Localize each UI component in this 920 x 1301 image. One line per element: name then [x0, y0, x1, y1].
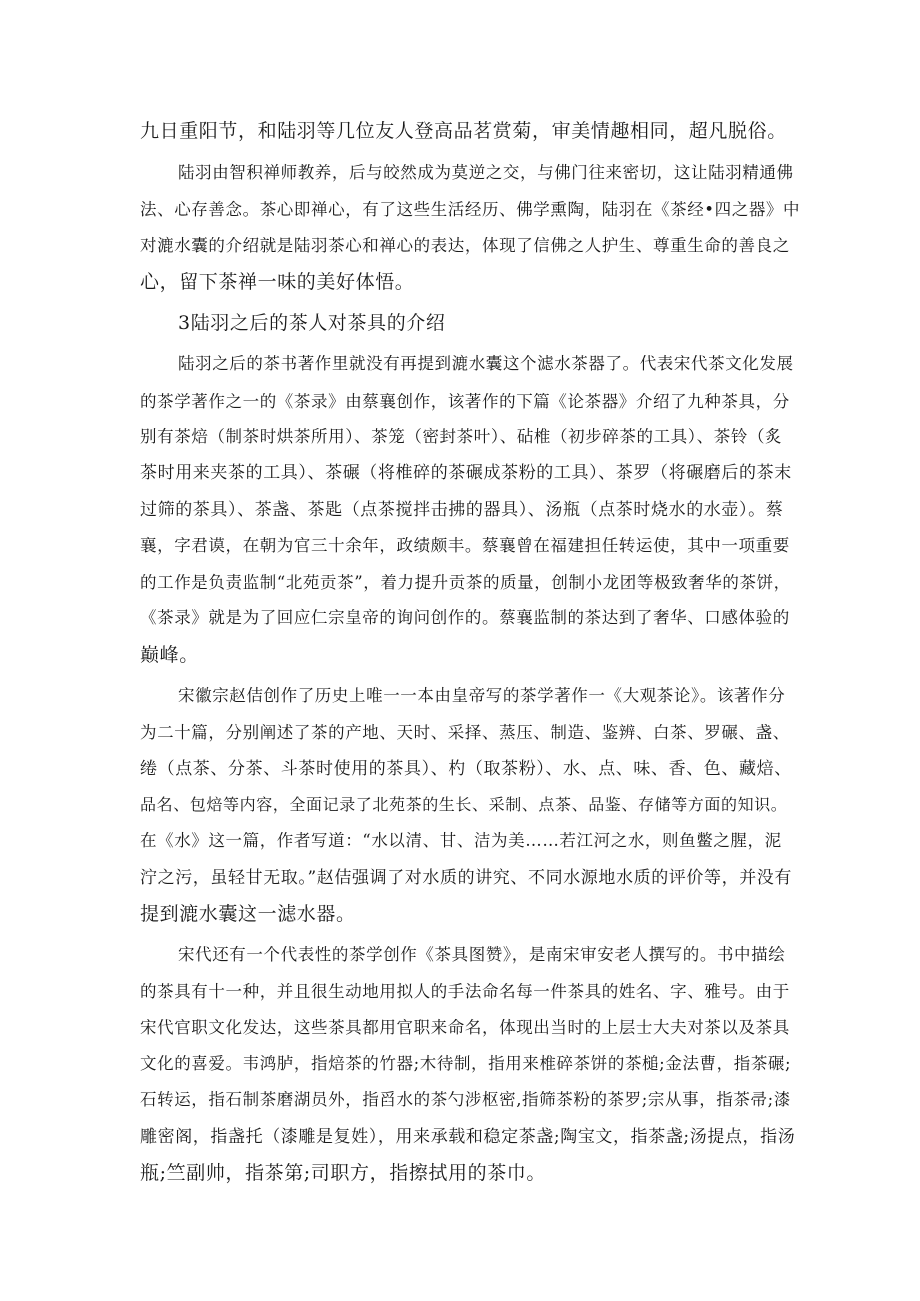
text-line: 宋代官职文化发达，这些茶具都用官职来命名，体现出当时的上层士大夫对茶以及茶具 — [140, 1018, 790, 1037]
text-line: 的茶学著作之一的《茶录》由蔡襄创作，该著作的下篇《论茶器》介绍了九种茶具，分 — [140, 392, 790, 411]
text-line: 为二十篇，分别阐述了茶的产地、天时、采择、蒸压、制造、鉴辨、白茶、罗碾、盏、 — [140, 723, 790, 742]
text-line: 的工作是负责监制“北苑贡茶”，着力提升贡茶的质量，创制小龙团等极致奢华的茶饼， — [140, 573, 791, 592]
text-line: 过筛的茶具）、茶盏、茶匙（点茶搅拌击拂的器具）、汤瓶（点茶时烧水的水壶）。蔡 — [140, 500, 784, 520]
text-line: 襄，字君谟，在朝为官三十余年，政绩颇丰。蔡襄曾在福建担任转运使，其中一项重要 — [140, 536, 790, 555]
text-line: 法、心存善念。茶心即禅心，有了这些生活经历、佛学熏陶，陆羽在《茶经•四之器》中 — [140, 200, 801, 219]
text-line: 《茶录》就是为了回应仁宗皇帝的询问创作的。蔡襄监制的茶达到了奢华、口感体验的 — [140, 608, 790, 627]
text-line: 石转运，指石制茶磨湖员外，指舀水的茶勺涉枢密,指筛茶粉的茶罗;宗从事，指茶帚;漆 — [140, 1090, 791, 1109]
text-line: 在《水》这一篇，作者写道：“水以清、甘、洁为美……若江河之水，则鱼鳖之腥，泥 — [140, 831, 782, 850]
text-line: 的茶具有十一种，并且很生动地用拟人的手法命名每一件茶具的姓名、字、雅号。由于 — [140, 982, 790, 1001]
text-line: 心，留下茶禅一味的美好体悟。 — [140, 271, 415, 293]
text-line: 泞之污，虽轻甘无取。”赵佶强调了对水质的讲究、不同水源地水质的评价等，并没有 — [140, 868, 792, 888]
text-line: 瓶;竺副帅，指茶第;司职方，指擦拭用的茶巾。 — [140, 1162, 547, 1184]
text-line: 对漉水囊的介绍就是陆羽茶心和禅心的表达，体现了信佛之人护生、尊重生命的善良之 — [140, 236, 790, 255]
text-line: 品名、包焙等内容，全面记录了北苑茶的生长、采制、点茶、品鉴、存储等方面的知识。 — [140, 795, 788, 814]
text-line: 文化的喜爱。韦鸿胪，指焙茶的竹器;木待制，指用来椎碎茶饼的茶槌;金法曹，指茶碾; — [140, 1054, 792, 1073]
text-line: 别有茶焙（制茶时烘茶所用）、茶笼（密封茶叶）、砧椎（初步碎茶的工具）、茶铃（炙 — [140, 427, 783, 446]
text-line: 陆羽之后的茶书著作里就没有再提到漉水囊这个滤水茶器了。代表宋代茶文化发展 — [178, 354, 794, 373]
section-heading: 3陆羽之后的茶人对茶具的介绍 — [178, 312, 446, 334]
text-line: 宋徽宗赵佶创作了历史上唯一一本由皇帝写的茶学著作一《大观茶论》。该著作分 — [178, 686, 786, 705]
text-line: 茶时用来夹茶的工具）、茶碾（将椎碎的茶碾成茶粉的工具）、茶罗（将碾磨后的茶末 — [140, 463, 792, 483]
text-line: 提到漉水囊这一滤水器。 — [140, 903, 356, 925]
text-line: 巅峰。 — [140, 644, 199, 666]
text-line: 宋代还有一个代表性的茶学创作《茶具图赞》，是南宋审安老人撰写的。书中描绘 — [178, 945, 786, 964]
text-line: 九日重阳节，和陆羽等几位友人登高品茗赏菊，审美情趣相同，超凡脱俗。 — [140, 120, 787, 142]
text-line: 雕密阁，指盏托（漆雕是复姓），用来承载和稳定茶盏;陶宝文，指茶盏;汤提点，指汤 — [140, 1127, 796, 1147]
text-line: 陆羽由智积禅师教养，后与皎然成为莫逆之交，与佛门往来密切，这让陆羽精通佛 — [178, 163, 794, 182]
text-line: 绻（点茶、分茶、斗茶时使用的茶具）、杓（取茶粉）、水、点、味、香、色、藏焙、 — [140, 759, 792, 779]
